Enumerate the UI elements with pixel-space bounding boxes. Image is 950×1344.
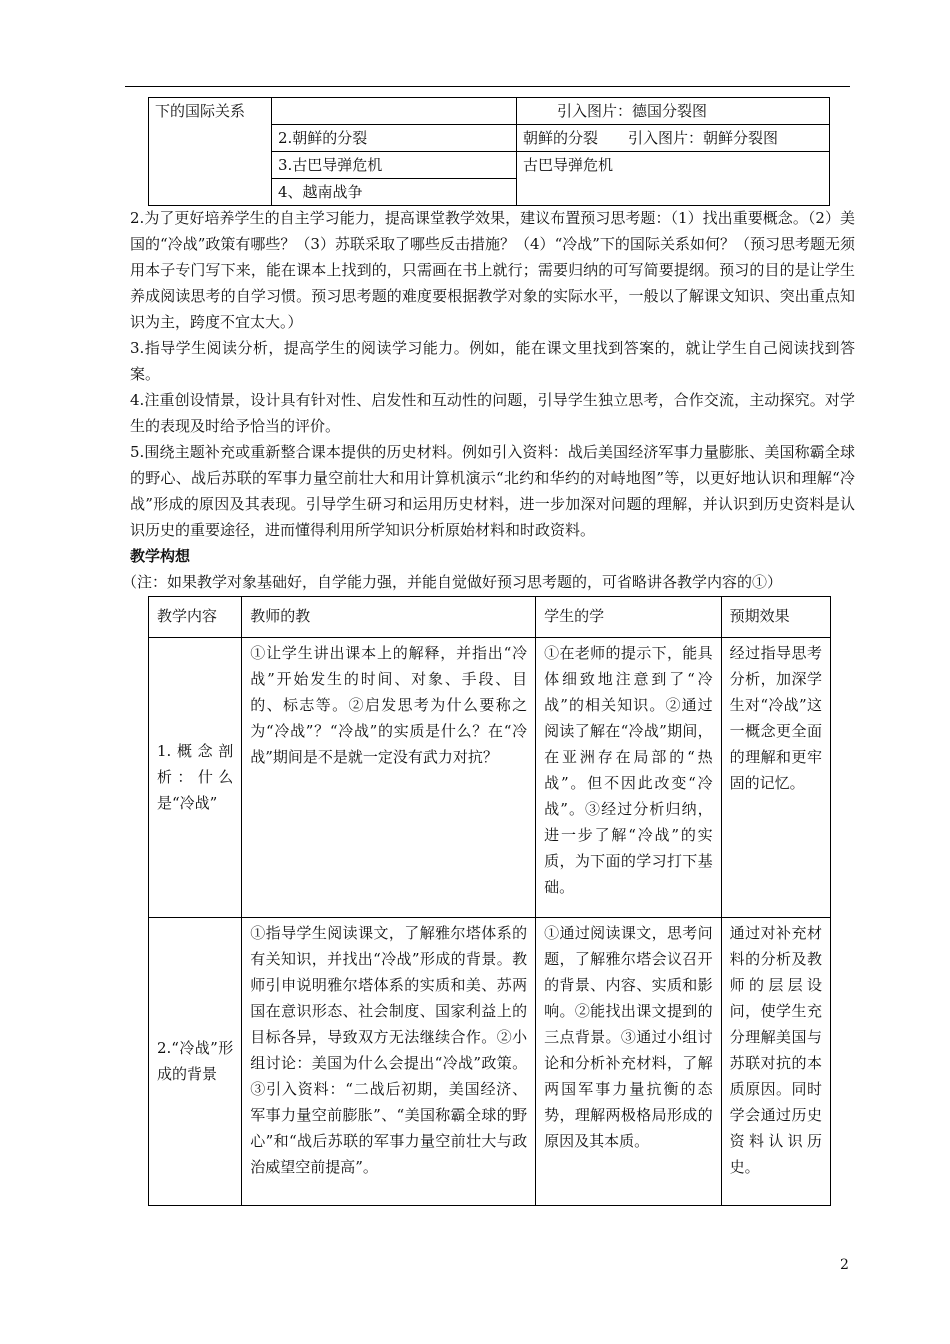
note-text: （注：如果教学对象基础好，自学能力强，并能自觉做好预习思考题的，可省略讲各教学内容的①） [122,573,783,591]
header-student: 学生的学 [536,597,722,638]
material-cell: 朝鲜的分裂 引入图片：朝鲜分裂图 [517,125,830,152]
effect-cell: 经过指导思考分析，加深学生对“冷战”这一概念更全面的理解和更牢固的记忆。 [721,638,830,918]
subtopic-cell: 4、越南战争 [272,179,517,206]
table-header-row [149,597,831,638]
subtopic-cell: 3.古巴导弹危机 [272,152,517,179]
table-row [149,918,831,1206]
teaching-plan-table [148,596,831,1206]
subtopic-cell [272,98,517,125]
paragraph-3: 3.指导学生阅读分析，提高学生的阅读学习能力。例如，能在课文里找到答案的，就让学生自己阅读找到答案。 [130,339,855,383]
content-cell: 1.概念剖析：什么是“冷战” [149,638,242,918]
top-table [148,97,830,206]
subtopic-cell: 2.朝鲜的分裂 [272,125,517,152]
effect-cell: 通过对补充材料的分析及教师的层层设问，使学生充分理解美国与苏联对抗的本质原因。同时学会通过历史资料认识历史。 [721,918,830,1206]
teacher-cell: ①指导学生阅读课文，了解雅尔塔体系的有关知识，并找出“冷战”形成的背景。教师引申说明雅尔塔体系的实质和美、苏两国在意识形态、社会制度、国家利益上的目标各异，导致双方无法继续合作。②小组讨论：美国为什么会提出“冷战”政策。③引入资料：“二战后初期，美国经济、军事力量空前膨胀”、“美国称霸全球的野心”和“战后苏联的军事力量空前壮大与政治威望空前提高”。 [242,918,536,1206]
paragraph-5: 5.围绕主题补充或重新整合课本提供的历史材料。例如引入资料：战后美国经济军事力量膨胀、美国称霸全球的野心、战后苏联的军事力量空前壮大和用计算机演示“北约和华约的对峙地图”等，以更好地认识和理解“冷战”形成的原因及其表现。引导学生研习和运用历史材料，进一步加深对问题的理解，并认识到历史资料是认识历史的重要途径，进而懂得利用所学知识分析原始材料和时政资料。 [130,443,855,539]
table-row [149,638,831,918]
topic-cell: 下的国际关系 [149,98,272,206]
content-cell: 2.“冷战”形成的背景 [149,918,242,1206]
paragraph-2: 2.为了更好培养学生的自主学习能力，提高课堂教学效果，建议布置预习思考题：（1）找出重要概念。（2）美国的“冷战”政策有哪些？（3）苏联采取了哪些反击措施？（4）“冷战”下的国际关系如何？（预习思考题无须用本子专门写下来，能在课本上找到的，只需画在书上就行；需要归纳的可写简要提纲。预习的目的是让学生养成阅读思考的自学习惯。预习思考题的难度要根据教学对象的实际水平，一般以了解课文知识、突出重点知识为主，跨度不宜太大。） [130,209,855,331]
header-teacher: 教师的教 [242,597,536,638]
material-cell: 引入图片：德国分裂图 [517,98,830,125]
teacher-cell: ①让学生讲出课本上的解释，并指出“冷战”开始发生的时间、对象、手段、目的、标志等。②启发思考为什么要称之为“冷战”？“冷战”的实质是什么？在“冷战”期间是不是就一定没有武力对抗？ [242,638,536,918]
header-content: 教学内容 [149,597,242,638]
header-rule [125,86,850,87]
header-effect: 预期效果 [721,597,830,638]
paragraph-4: 4.注重创设情景，设计具有针对性、启发性和互动性的问题，引导学生独立思考，合作交流，主动探究。对学生的表现及时给予恰当的评价。 [130,391,855,435]
material-cell: 古巴导弹危机 [517,152,830,206]
page-number: 2 [840,1257,849,1273]
student-cell: ①在老师的提示下，能具体细致地注意到了“冷战”的相关知识。②通过阅读了解在“冷战”期间，在亚洲存在局部的“热战”。但不因此改变“冷战”。③经过分析归纳，进一步了解“冷战”的实质，为下面的学习打下基础。 [536,638,722,918]
section-heading: 教学构想 [130,547,191,565]
student-cell: ①通过阅读课文，思考问题，了解雅尔塔会议召开的背景、内容、实质和影响。②能找出课文提到的三点背景。③通过小组讨论和分析补充材料，了解两国军事力量抗衡的态势，理解两极格局形成的原因及其本质。 [536,918,722,1206]
